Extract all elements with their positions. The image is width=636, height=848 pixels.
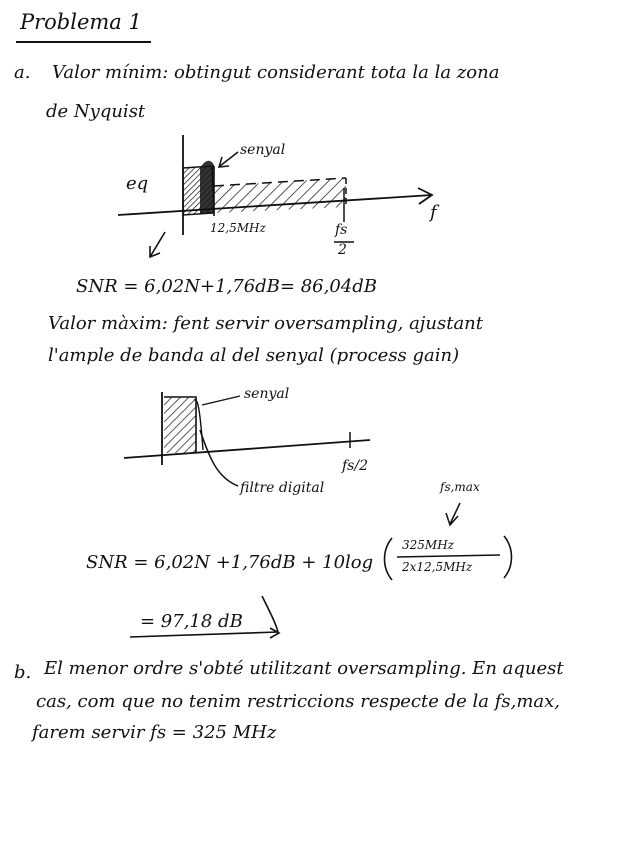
fig1-senyal-label: senyal xyxy=(240,142,286,158)
snr-min-formula: SNR = 6,02N+1,76dB= 86,04dB xyxy=(76,276,377,297)
fig1-fs-label: fs xyxy=(335,222,348,238)
part-b-line2: cas, com que no tenim restriccions respecte de la fs,max, xyxy=(36,691,561,712)
snr-max-formula: SNR = 6,02N +1,76dB + 10log xyxy=(86,552,374,573)
fig2-fsmax-label: fs,max xyxy=(440,480,480,494)
fig1-two-label: 2 xyxy=(338,242,347,258)
page-title: Problema 1 xyxy=(20,10,142,34)
fig1-f-label: f xyxy=(430,202,437,223)
fig1-bandwidth-label: 12,5MHz xyxy=(210,221,266,235)
part-b-marker: b. xyxy=(14,662,32,683)
fig2-fs2-label: fs/2 xyxy=(342,458,368,474)
part-a-line2: de Nyquist xyxy=(46,101,146,122)
part-b-line1: El menor ordre s'obté utilitzant oversampling. En aquest xyxy=(44,658,564,679)
fraction-denominator: 2x12,5MHz xyxy=(402,560,473,574)
fraction-numerator: 325MHz xyxy=(402,538,454,552)
max-line1: Valor màxim: fent servir oversampling, ajustant xyxy=(48,313,483,334)
snr-max-result: = 97,18 dB xyxy=(140,611,243,632)
fig2-senyal-label: senyal xyxy=(244,386,290,402)
part-a-line1: Valor mínim: obtingut considerant tota la la zona xyxy=(52,62,500,83)
max-line2: l'ample de banda al del senyal (process gain) xyxy=(48,345,460,366)
fig1-eq-label: eq xyxy=(126,173,149,194)
part-b-line3: farem servir fs = 325 MHz xyxy=(32,722,277,743)
part-a-marker: a. xyxy=(14,62,31,83)
fig2-filtre-label: filtre digital xyxy=(240,480,325,496)
